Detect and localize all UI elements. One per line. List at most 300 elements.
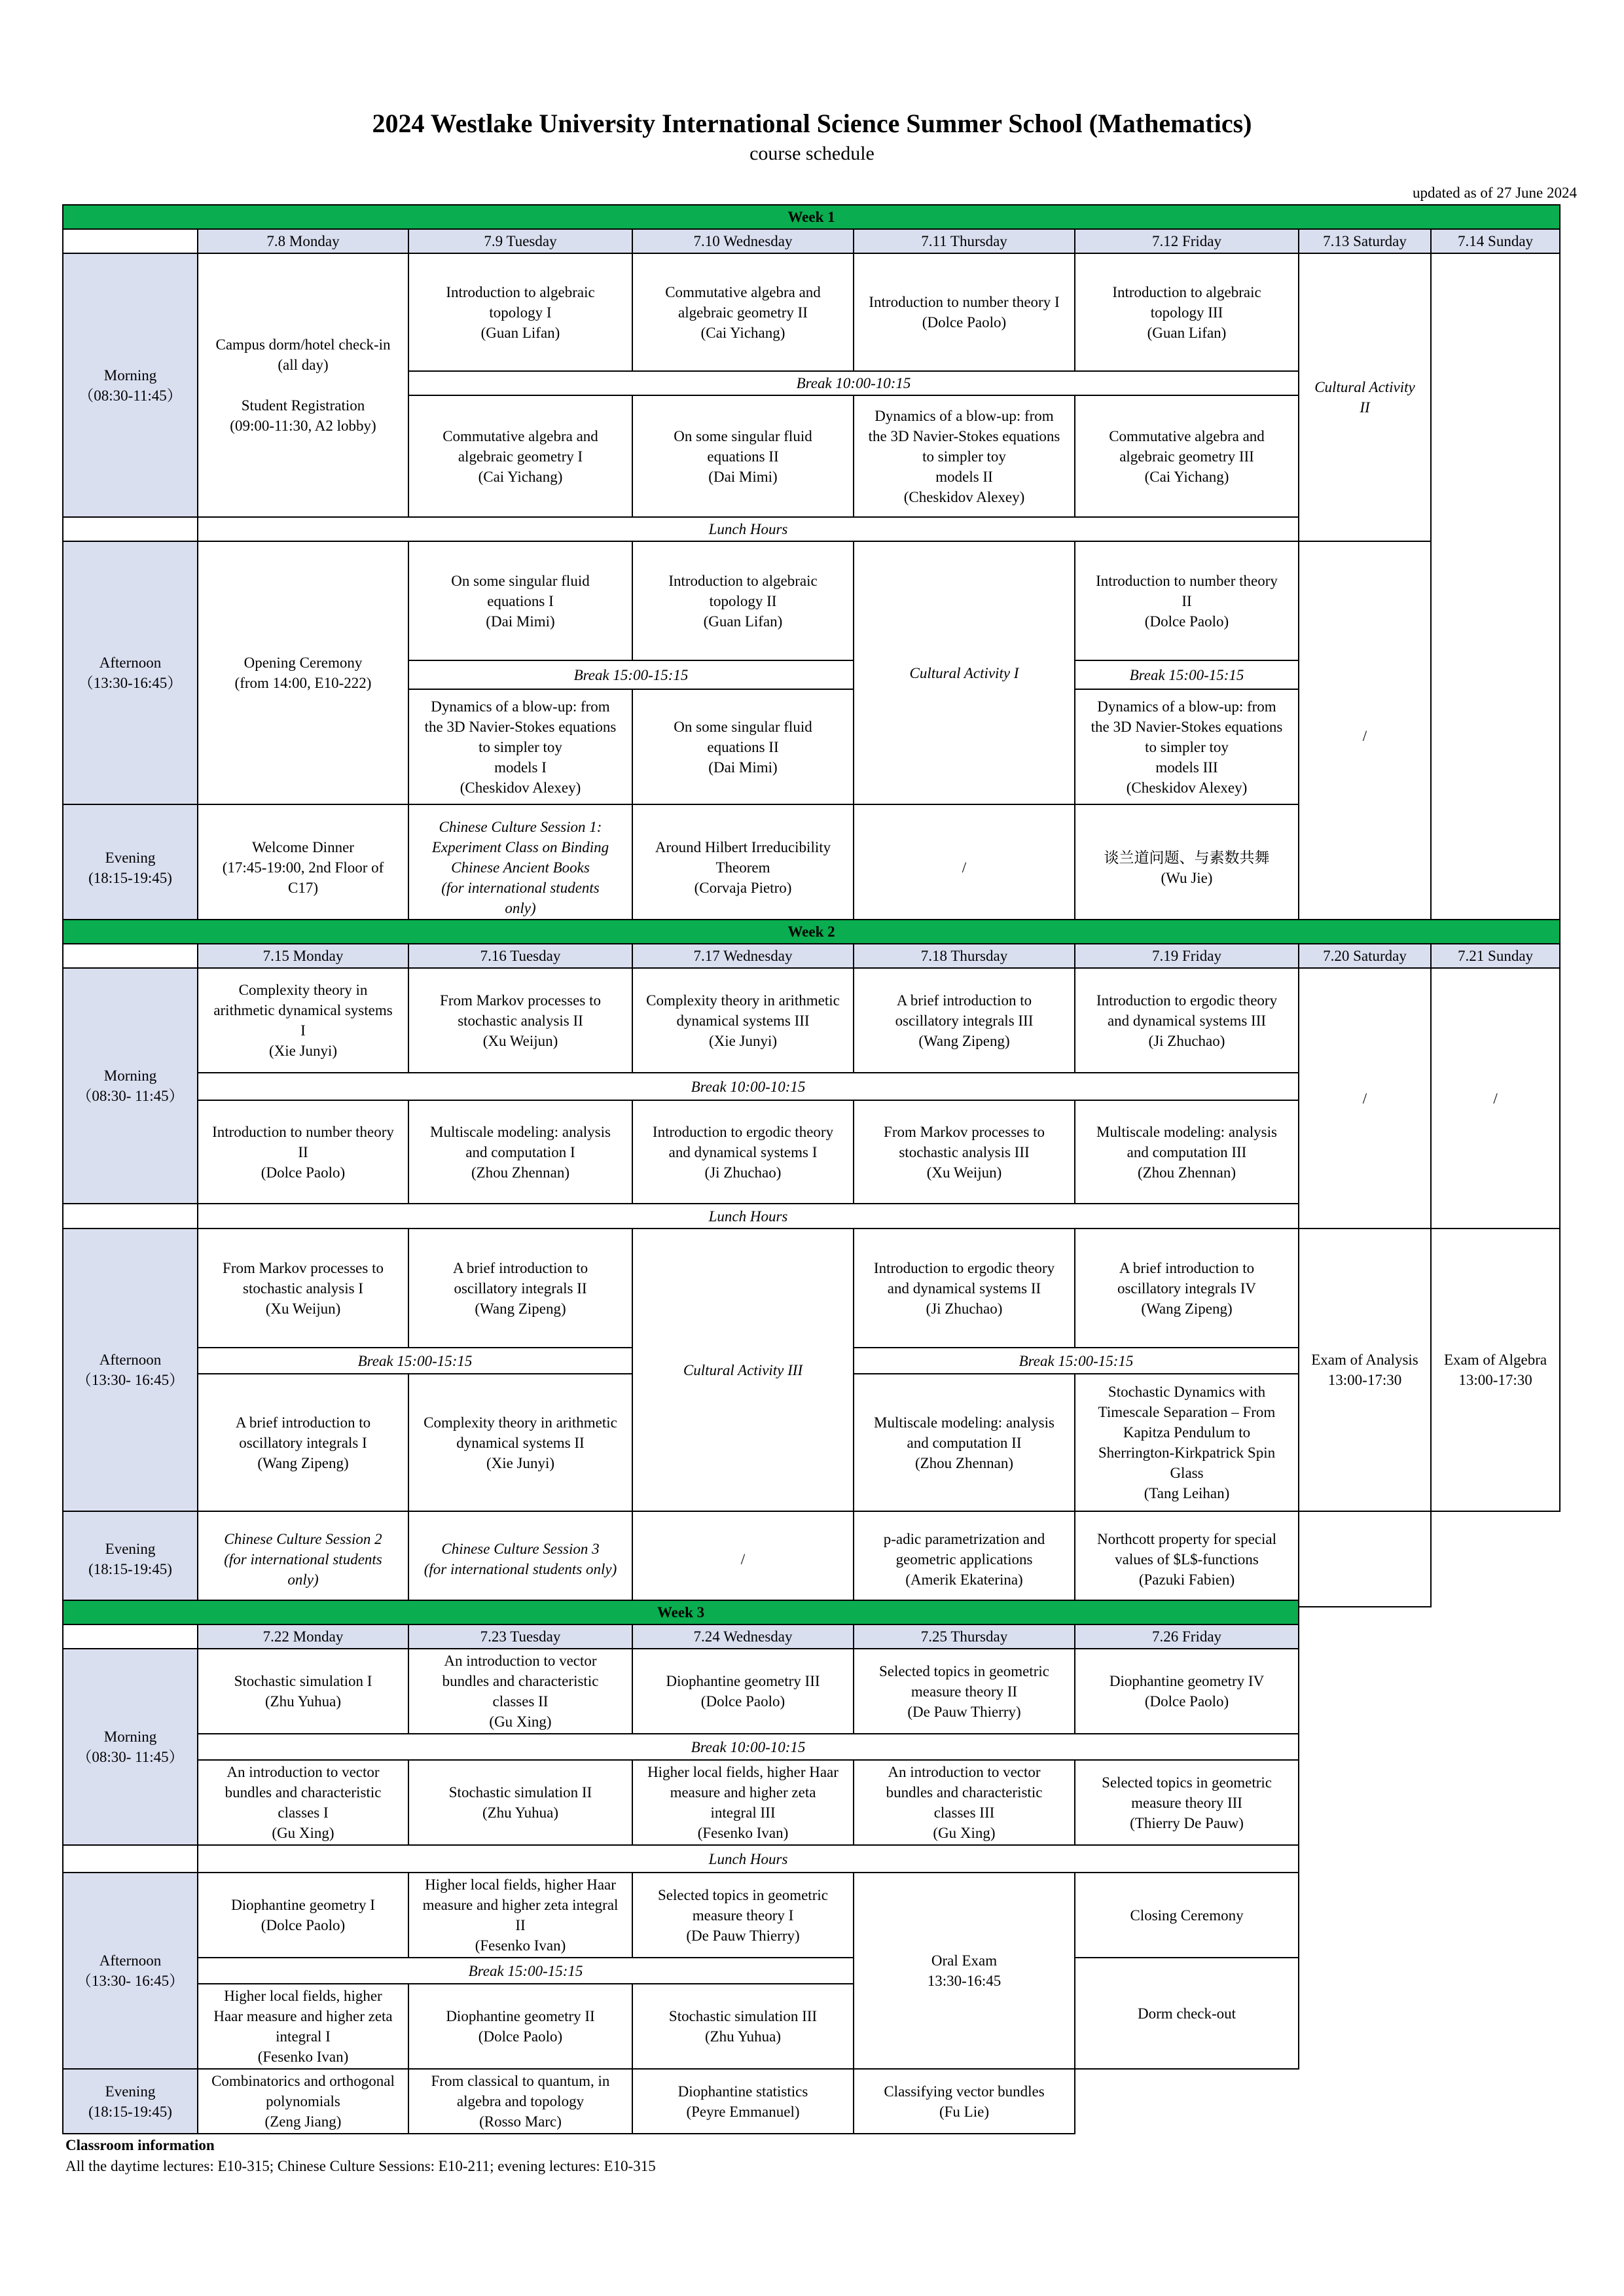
cell-line: (Fu Lie) xyxy=(939,2103,989,2120)
lecture-cell xyxy=(408,541,632,660)
segment-afternoon xyxy=(63,1873,198,2069)
day-header: 7.17 Wednesday xyxy=(632,944,854,968)
lecture-cell xyxy=(408,1984,632,2069)
segment-evening xyxy=(63,1511,198,1607)
lecture-cell xyxy=(854,1100,1075,1204)
week-2-header: Week 2 xyxy=(63,920,1560,944)
cell-line: Introduction to number theory xyxy=(212,1123,394,1140)
break-row: Break 15:00-15:15 xyxy=(198,1958,854,1984)
lecture-cell xyxy=(632,1873,854,1958)
segment-morning xyxy=(63,1649,198,1845)
lecture-cell xyxy=(408,1649,632,1734)
lecture-cell xyxy=(1075,541,1299,660)
corner-cell xyxy=(63,229,198,253)
cell-line: Chinese Culture Session 2 xyxy=(224,1530,382,1547)
cell-line: (Wang Zipeng) xyxy=(918,1032,1010,1049)
cell-line: models III xyxy=(1155,759,1218,776)
cell-line: Chinese Culture Session 3 xyxy=(441,1541,600,1557)
cell-line: Cultural Activity xyxy=(1314,379,1415,395)
lecture-cell xyxy=(1075,395,1299,517)
cell-line: (Cheskidov Alexey) xyxy=(460,779,581,796)
cell-line: oscillatory integrals I xyxy=(239,1434,367,1451)
page-subtitle: course schedule xyxy=(749,143,875,164)
lecture-cell xyxy=(198,541,408,804)
cell-line: Introduction to number theory I xyxy=(869,294,1060,310)
cell-line: A brief introduction to xyxy=(1119,1259,1255,1276)
cell-line: (for international students xyxy=(224,1551,382,1568)
cell-line: (Cai Yichang) xyxy=(700,324,785,341)
cell-line: Selected topics in geometric xyxy=(658,1886,828,1903)
cell-line: A brief introduction to xyxy=(896,992,1032,1009)
break-row: Break 15:00-15:15 xyxy=(854,1348,1299,1374)
cell-line: stochastic analysis III xyxy=(899,1143,1030,1160)
cell-line: and computation III xyxy=(1127,1143,1247,1160)
cell-line: bundles and characteristic xyxy=(225,1784,382,1801)
cell-line: and dynamical systems II xyxy=(887,1280,1041,1297)
cell-line: Sherrington-Kirkpatrick Spin xyxy=(1098,1444,1276,1461)
cell-line: Diophantine statistics xyxy=(677,2083,808,2100)
cell-line: Commutative algebra and xyxy=(1109,427,1265,444)
lunch-label-cell xyxy=(63,517,198,541)
cell-line: Campus dorm/hotel check-in xyxy=(215,336,391,353)
cell-line: From Markov processes to xyxy=(440,992,601,1009)
lecture-cell xyxy=(408,968,632,1073)
cell-line: (Zhu Yuhua) xyxy=(264,1693,342,1710)
evening-cell xyxy=(632,1511,854,1607)
classroom-text: All the daytime lectures: E10-315; Chinese Culture Sessions: E10-211; evening lectures: E10-315 xyxy=(65,2158,656,2174)
cell-line: bundles and characteristic xyxy=(442,1673,599,1689)
cell-line xyxy=(201,375,405,395)
cell-line: algebraic geometry I xyxy=(458,448,583,465)
cell-line: oscillatory integrals IV xyxy=(1117,1280,1257,1297)
cell-line: measure theory I xyxy=(692,1907,794,1924)
cell-line: oscillatory integrals III xyxy=(895,1012,1034,1029)
updated-date: updated as of 27 June 2024 xyxy=(1412,185,1577,201)
cell-line: Welcome Dinner xyxy=(252,839,354,855)
cell-line: (18:15-19:45) xyxy=(88,2103,172,2120)
cell-line: Opening Ceremony xyxy=(244,655,363,671)
lecture-cell xyxy=(408,395,632,517)
segment-evening xyxy=(63,2069,198,2134)
cell-line: Afternoon xyxy=(99,1352,162,1368)
lecture-cell xyxy=(632,689,854,804)
cell-line: C17) xyxy=(288,880,318,896)
lecture-cell xyxy=(854,1649,1075,1734)
cell-line: / xyxy=(740,1551,746,1568)
lecture-cell xyxy=(408,689,632,804)
day-header: 7.25 Thursday xyxy=(854,1624,1075,1649)
cell-line: classes I xyxy=(278,1804,329,1821)
sunday-slash-cell: / xyxy=(1431,968,1560,1229)
cell-line: (Dai Mimi) xyxy=(708,759,778,776)
cell-line: p-adic parametrization and xyxy=(883,1530,1045,1547)
cell-line: I xyxy=(300,1022,306,1039)
cell-line: Diophantine geometry II xyxy=(446,2008,595,2024)
cell-line: topology III xyxy=(1150,304,1223,321)
cell-line: Stochastic Dynamics with xyxy=(1108,1384,1266,1400)
cell-line: (Pazuki Fabien) xyxy=(1138,1571,1235,1588)
cell-line: Stochastic simulation II xyxy=(448,1784,592,1801)
classroom-heading: Classroom information xyxy=(65,2137,215,2153)
cell-line: (Dolce Paolo) xyxy=(261,1164,346,1181)
cell-line: An introduction to vector xyxy=(226,1764,380,1780)
cell-line: dynamical systems III xyxy=(676,1012,810,1029)
day-header: 7.23 Tuesday xyxy=(408,1624,632,1649)
cultural-activity-cell: Cultural Activity I xyxy=(854,541,1075,804)
cell-line: (Xu Weijun) xyxy=(482,1032,558,1049)
lecture-cell xyxy=(198,1760,408,1845)
cell-line: (Zeng Jiang) xyxy=(264,2113,342,2130)
cell-line: （08:30- 11:45） xyxy=(77,1088,184,1104)
cell-line: Diophantine geometry I xyxy=(231,1897,375,1913)
lecture-cell xyxy=(1075,1649,1299,1734)
evening-cell xyxy=(632,804,854,931)
cell-line: models I xyxy=(494,759,547,776)
cell-line: Exam of Algebra xyxy=(1443,1352,1547,1368)
cell-line: （13:30- 16:45） xyxy=(76,1372,185,1388)
cell-line: oscillatory integrals II xyxy=(454,1280,587,1297)
cell-line: Evening xyxy=(105,1541,156,1557)
cell-line: On some singular fluid xyxy=(674,718,812,735)
lecture-cell xyxy=(632,253,854,371)
cell-line: (Dai Mimi) xyxy=(486,613,555,630)
day-header: 7.20 Saturday xyxy=(1299,944,1431,968)
lecture-cell xyxy=(1075,968,1299,1073)
cell-line: Afternoon xyxy=(99,1952,162,1969)
evening-empty-cell xyxy=(1299,1511,1431,1607)
cell-line: Northcott property for special xyxy=(1097,1530,1276,1547)
cell-line: （08:30- 11:45） xyxy=(77,1749,184,1765)
cell-line: (Cheskidov Alexey) xyxy=(1126,779,1248,796)
cell-line: (Wu Jie) xyxy=(1161,869,1213,886)
cell-line: (from 14:00, E10-222) xyxy=(234,675,372,691)
cell-line: Morning xyxy=(103,367,157,384)
cell-line: Introduction to ergodic theory xyxy=(652,1123,834,1140)
cell-line: the 3D Navier-Stokes equations xyxy=(868,427,1060,444)
cell-line: classes II xyxy=(492,1693,549,1710)
break-row: Break 15:00-15:15 xyxy=(1075,660,1299,689)
cell-line: (Guan Lifan) xyxy=(480,324,560,341)
cell-line: algebraic geometry III xyxy=(1119,448,1254,465)
saturday-slash-cell: / xyxy=(1299,541,1431,931)
cell-line: II xyxy=(1182,592,1192,609)
day-header: 7.9 Tuesday xyxy=(408,229,632,253)
cell-line: (17:45-19:00, 2nd Floor of xyxy=(222,859,384,876)
corner-cell xyxy=(63,1624,198,1649)
corner-cell xyxy=(63,944,198,968)
cell-line: measure theory III xyxy=(1131,1794,1242,1811)
cell-line: From Markov processes to xyxy=(884,1123,1045,1140)
cell-line: values of $L$-functions xyxy=(1115,1551,1259,1568)
cell-line: classes III xyxy=(933,1804,995,1821)
cell-line: (Cheskidov Alexey) xyxy=(903,488,1025,505)
cell-line: only) xyxy=(505,900,536,916)
cell-line: algebra and topology xyxy=(456,2093,585,2109)
cell-line: Introduction to algebraic xyxy=(1112,283,1261,300)
day-header: 7.8 Monday xyxy=(198,229,408,253)
week-3-header: Week 3 xyxy=(63,1600,1299,1624)
cell-line: to simpler toy xyxy=(922,448,1006,465)
cell-line: (Wang Zipeng) xyxy=(1141,1300,1233,1317)
cell-line: Selected topics in geometric xyxy=(879,1662,1049,1679)
cell-line: Oral Exam xyxy=(931,1952,998,1969)
day-header: 7.19 Friday xyxy=(1075,944,1299,968)
cell-line: (Guan Lifan) xyxy=(703,613,783,630)
lecture-cell xyxy=(854,253,1075,371)
cell-line: A brief introduction to xyxy=(235,1414,371,1431)
segment-morning xyxy=(63,253,198,517)
cell-line: (Gu Xing) xyxy=(272,1825,334,1841)
cell-line: models II xyxy=(935,468,993,485)
cell-line: Morning xyxy=(103,1729,157,1745)
segment-afternoon xyxy=(63,1229,198,1511)
lecture-cell xyxy=(854,395,1075,517)
break-row: Break 15:00-15:15 xyxy=(408,660,854,689)
cell-line: Introduction to ergodic theory xyxy=(873,1259,1055,1276)
cell-line: Introduction to ergodic theory xyxy=(1096,992,1278,1009)
cell-line: Selected topics in geometric xyxy=(1102,1774,1272,1791)
cell-line: (Fesenko Ivan) xyxy=(257,2049,349,2065)
cell-line: Complexity theory in xyxy=(238,982,368,998)
cell-line: topology I xyxy=(489,304,552,321)
day-header: 7.10 Wednesday xyxy=(632,229,854,253)
cell-line: Commutative algebra and xyxy=(665,283,821,300)
cell-line: (18:15-19:45) xyxy=(88,1561,172,1577)
day-header: 7.26 Friday xyxy=(1075,1624,1299,1649)
cell-line: (for international students xyxy=(441,880,600,896)
evening-cell xyxy=(198,2069,408,2134)
lecture-cell xyxy=(632,395,854,517)
cell-line: Chinese Ancient Books xyxy=(451,859,590,876)
week-1-header: Week 1 xyxy=(63,205,1560,229)
lecture-cell xyxy=(198,1649,408,1734)
cell-line: equations I xyxy=(487,592,554,609)
cell-line: Introduction to number theory xyxy=(1096,572,1278,589)
segment-afternoon xyxy=(63,541,198,804)
cell-line: measure and higher zeta integral xyxy=(422,1897,619,1913)
cell-line: Stochastic simulation I xyxy=(234,1673,372,1689)
cell-line: (Wang Zipeng) xyxy=(475,1300,566,1317)
lecture-cell xyxy=(198,1873,408,1958)
lecture-cell xyxy=(408,1229,632,1348)
cell-line: (Fesenko Ivan) xyxy=(697,1825,789,1841)
cell-line: From classical to quantum, in xyxy=(431,2073,610,2089)
lecture-cell xyxy=(632,968,854,1073)
cell-line: Commutative algebra and xyxy=(442,427,598,444)
cell-line: II xyxy=(515,1917,526,1933)
cell-line: From Markov processes to xyxy=(223,1259,384,1276)
cell-line: Timescale Separation – From xyxy=(1098,1404,1276,1420)
lecture-cell xyxy=(1075,253,1299,371)
lecture-cell xyxy=(632,1649,854,1734)
cell-line: dynamical systems II xyxy=(456,1434,585,1451)
cell-line: An introduction to vector xyxy=(888,1764,1041,1780)
cell-line: (Gu Xing) xyxy=(933,1825,996,1841)
cell-line: 13:30-16:45 xyxy=(927,1973,1001,1989)
cell-line: stochastic analysis I xyxy=(243,1280,363,1297)
cell-line: to simpler toy xyxy=(478,738,562,755)
cell-line: measure theory II xyxy=(911,1683,1018,1700)
day-header: 7.16 Tuesday xyxy=(408,944,632,968)
lecture-cell xyxy=(1075,689,1299,804)
cell-line: Dynamics of a blow-up: from xyxy=(431,698,610,715)
lecture-cell xyxy=(198,1229,408,1348)
cell-line: Morning xyxy=(103,1067,157,1084)
cell-line: polynomials xyxy=(266,2093,340,2109)
lecture-cell xyxy=(408,1760,632,1845)
cell-line: Stochastic simulation III xyxy=(668,2008,818,2024)
cell-line: (Xu Weijun) xyxy=(926,1164,1002,1181)
cell-line: On some singular fluid xyxy=(451,572,590,589)
cell-line: and computation I xyxy=(465,1143,575,1160)
cell-line: (Zhou Zhennan) xyxy=(471,1164,570,1181)
lecture-cell xyxy=(632,1760,854,1845)
cell-line: (Gu Xing) xyxy=(489,1713,552,1730)
lecture-cell xyxy=(632,1100,854,1204)
cell-line: (Dolce Paolo) xyxy=(1144,1693,1229,1710)
lecture-cell xyxy=(198,1374,408,1511)
culture-session-cell xyxy=(408,1511,632,1607)
cell-line: (Xie Junyi) xyxy=(268,1043,338,1059)
lunch-row: Lunch Hours xyxy=(198,1204,1299,1229)
cell-line: Evening xyxy=(105,849,156,866)
cell-line: equations II xyxy=(707,738,779,755)
cell-line: (Ji Zhuchao) xyxy=(1148,1032,1225,1049)
lecture-cell xyxy=(854,1229,1075,1348)
cell-line: Introduction to algebraic xyxy=(446,283,595,300)
cell-line: (Dolce Paolo) xyxy=(922,314,1007,331)
lecture-cell xyxy=(198,253,408,517)
cell-line: (Dai Mimi) xyxy=(708,468,778,485)
cell-line: Complexity theory in arithmetic xyxy=(646,992,840,1009)
cell-line: Glass xyxy=(1170,1465,1204,1481)
cell-line: Evening xyxy=(105,2083,156,2100)
cell-line: （08:30-11:45） xyxy=(79,387,182,404)
day-header: 7.14 Sunday xyxy=(1431,229,1560,253)
cell-line: II xyxy=(298,1143,308,1160)
cell-line: Combinatorics and orthogonal xyxy=(211,2073,395,2089)
cell-line: bundles and characteristic xyxy=(886,1784,1043,1801)
cell-line: 谈兰道问题、与素数共舞 xyxy=(1104,849,1270,866)
cell-line: (09:00-11:30, A2 lobby) xyxy=(230,418,376,434)
dorm-checkout-cell xyxy=(1075,1958,1299,2069)
cell-line: (Tang Leihan) xyxy=(1144,1485,1230,1501)
cultural-activity-cell xyxy=(1299,253,1431,541)
cell-line: Dorm check-out xyxy=(1137,2005,1236,2022)
evening-cell xyxy=(1075,804,1299,931)
cell-line: and dynamical systems I xyxy=(668,1143,818,1160)
lunch-label-cell xyxy=(63,1845,198,1873)
cell-line: 13:00-17:30 xyxy=(1458,1372,1532,1388)
day-header: 7.12 Friday xyxy=(1075,229,1299,253)
classroom-info xyxy=(65,2135,656,2177)
break-row: Break 10:00-10:15 xyxy=(198,1073,1299,1100)
cell-line: Diophantine geometry III xyxy=(666,1673,820,1689)
cell-line: (Amerik Ekaterina) xyxy=(905,1571,1023,1588)
cell-line: (Peyre Emmanuel) xyxy=(686,2103,800,2120)
day-header: 7.22 Monday xyxy=(198,1624,408,1649)
lunch-row: Lunch Hours xyxy=(198,517,1299,541)
cell-line: only) xyxy=(287,1571,319,1588)
cell-line: (Zhu Yuhua) xyxy=(482,1804,559,1821)
cell-line: （13:30-16:45） xyxy=(78,675,183,691)
day-header: 7.11 Thursday xyxy=(854,229,1075,253)
evening-cell xyxy=(854,1511,1075,1607)
cell-line: An introduction to vector xyxy=(444,1653,597,1669)
cultural-activity-cell: Cultural Activity III xyxy=(632,1229,854,1511)
cell-line: Chinese Culture Session 1: xyxy=(439,819,602,835)
cell-line: (Wang Zipeng) xyxy=(257,1454,349,1471)
cell-line: stochastic analysis II xyxy=(458,1012,583,1029)
day-header: 7.18 Thursday xyxy=(854,944,1075,968)
lecture-cell xyxy=(408,1374,632,1511)
week-1-table xyxy=(62,204,1561,931)
cell-line: (Fesenko Ivan) xyxy=(475,1937,566,1954)
exam-cell xyxy=(1431,1229,1560,1511)
saturday-slash-cell: / xyxy=(1299,968,1431,1229)
lecture-cell xyxy=(632,1984,854,2069)
cell-line: geometric applications xyxy=(895,1551,1033,1568)
cell-line: (Corvaja Pietro) xyxy=(694,880,792,896)
cell-line: Complexity theory in arithmetic xyxy=(424,1414,617,1431)
cell-line: measure and higher zeta xyxy=(670,1784,816,1801)
cell-line: (Zhu Yuhua) xyxy=(704,2028,782,2045)
cell-line: Closing Ceremony xyxy=(1130,1907,1244,1924)
cell-line: (Ji Zhuchao) xyxy=(704,1164,782,1181)
cell-line: (Cai Yichang) xyxy=(1144,468,1229,485)
culture-session-cell xyxy=(198,1511,408,1607)
cell-line: Theorem xyxy=(715,859,770,876)
cell-line: equations II xyxy=(707,448,779,465)
cell-line: Higher local fields, higher Haar xyxy=(647,1764,839,1780)
cell-line: (Thierry De Pauw) xyxy=(1130,1814,1244,1831)
week-3-table xyxy=(62,1600,1299,2134)
break-row: Break 15:00-15:15 xyxy=(198,1348,632,1374)
lunch-row: Lunch Hours xyxy=(198,1845,1299,1873)
cell-line: (Dolce Paolo) xyxy=(1144,613,1229,630)
lecture-cell xyxy=(198,968,408,1073)
culture-session-cell xyxy=(408,804,632,931)
cell-line: (Ji Zhuchao) xyxy=(926,1300,1003,1317)
lecture-cell xyxy=(1075,1229,1299,1348)
lecture-cell xyxy=(854,1374,1075,1511)
cell-line: 13:00-17:30 xyxy=(1327,1372,1402,1388)
day-header: 7.13 Saturday xyxy=(1299,229,1431,253)
day-header: 7.21 Sunday xyxy=(1431,944,1560,968)
cell-line: (Zhou Zhennan) xyxy=(914,1454,1014,1471)
cell-line: Multiscale modeling: analysis xyxy=(1096,1123,1277,1140)
cell-line: On some singular fluid xyxy=(674,427,812,444)
cell-line: (all day) xyxy=(278,357,329,373)
lecture-cell xyxy=(1075,1374,1299,1511)
page-title: 2024 Westlake University International Science Summer School (Mathematics) xyxy=(372,109,1252,138)
cell-line: (Dolce Paolo) xyxy=(478,2028,563,2045)
cell-line: Introduction to algebraic xyxy=(668,572,818,589)
cell-line: A brief introduction to xyxy=(452,1259,588,1276)
cell-line: (De Pauw Thierry) xyxy=(686,1927,800,1944)
evening-cell xyxy=(1075,1511,1299,1607)
cell-line: (18:15-19:45) xyxy=(88,869,172,886)
break-row: Break 10:00-10:15 xyxy=(198,1734,1299,1760)
sunday-empty-cell xyxy=(1431,253,1560,931)
evening-cell xyxy=(198,804,408,931)
cell-line: Kapitza Pendulum to xyxy=(1123,1424,1251,1441)
week-2-table xyxy=(62,919,1561,1607)
evening-cell xyxy=(854,804,1075,931)
lecture-cell xyxy=(408,1873,632,1958)
evening-cell xyxy=(632,2069,854,2134)
segment-evening xyxy=(63,804,198,931)
